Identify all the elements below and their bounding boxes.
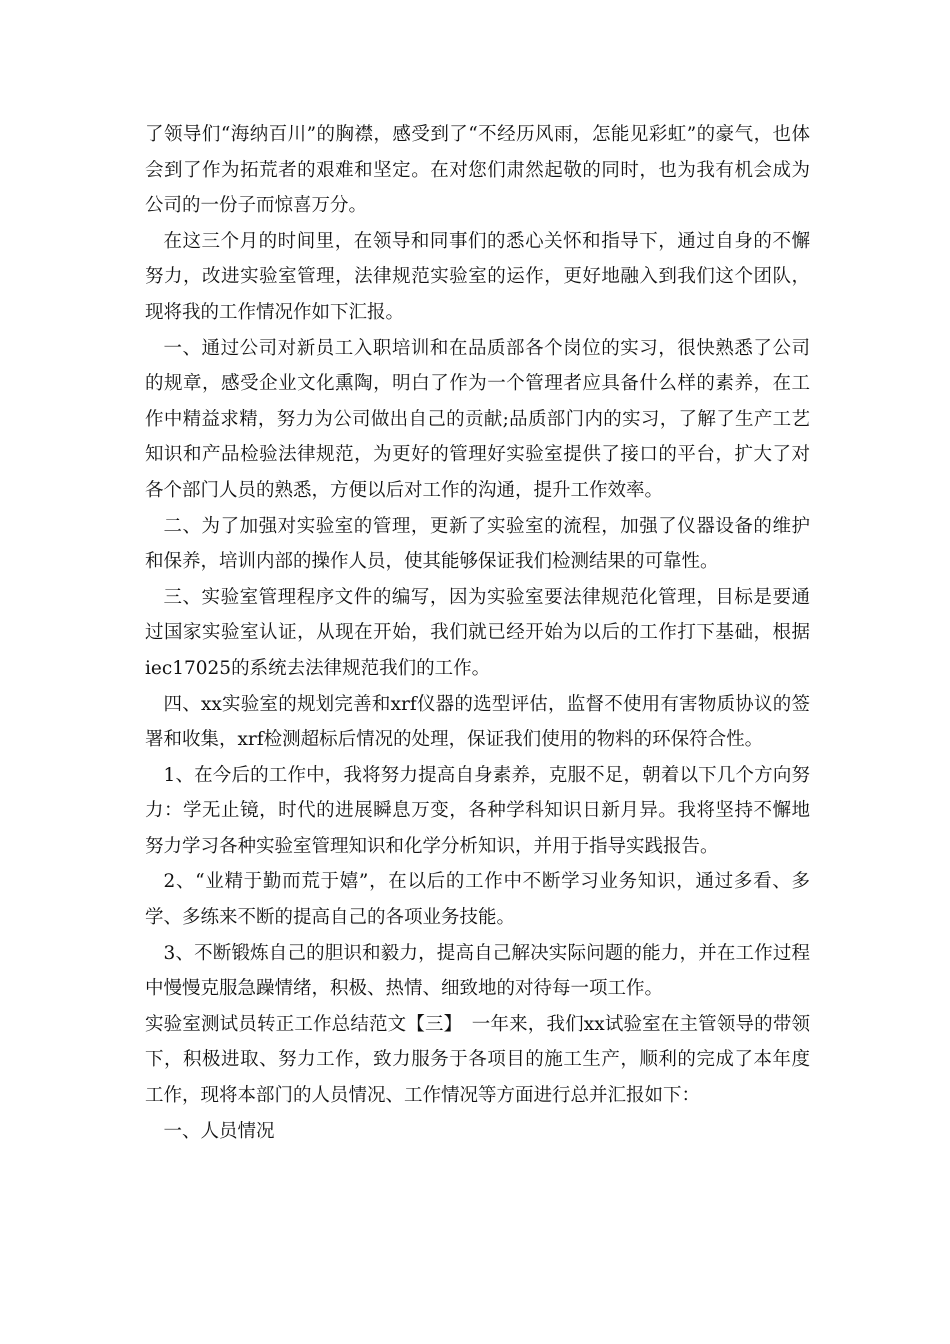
paragraph-3: 一、通过公司对新员工入职培训和在品质部各个岗位的实习，很快熟悉了公司的规章，感受企业文化熏陶，明白了作为一个管理者应具备什么样的素养，在工作中精益求精，努力为公司做出自己的贡献;品质部门内的实习，了解了生产工艺知识和产品检验法律规范，为更好的管理好实验室提供了接口的平台，扩大了对各个部门人员的熟悉，方便以后对工作的沟通，提升工作效率。	[145, 337, 810, 501]
paragraph-11: 一、人员情况	[163, 1120, 275, 1142]
paragraph-4: 二、为了加强对实验室的管理，更新了实验室的流程，加强了仪器设备的维护和保养，培训内部的操作人员，使其能够保证我们检测结果的可靠性。	[145, 515, 810, 573]
paragraph-9: 3、不断锻炼自己的胆识和毅力，提高自己解决实际问题的能力，并在工作过程中慢慢克服急躁情绪，积极、热情、细致地的对待每一项工作。	[145, 942, 810, 1000]
paragraph-1: 了领导们“海纳百川”的胸襟，感受到了“不经历风雨，怎能见彩虹”的豪气，也体会到了作为拓荒者的艰难和坚定。在对您们肃然起敬的同时，也为我有机会成为公司的一份子而惊喜万分。	[145, 124, 810, 217]
paragraph-6: 四、xx实验室的规划完善和xrf仪器的选型评估，监督不使用有害物质协议的签署和收集，xrf检测超标后情况的处理，保证我们使用的物料的环保符合性。	[145, 693, 810, 751]
paragraph-2: 在这三个月的时间里，在领导和同事们的悉心关怀和指导下，通过自身的不懈努力，改进实验室管理，法律规范实验室的运作，更好地融入到我们这个团队，现将我的工作情况作如下汇报。	[145, 230, 810, 323]
document-body	[145, 117, 810, 1149]
paragraph-10: 实验室测试员转正工作总结范文【三】 一年来，我们xx试验室在主管领导的带领下，积极进取、努力工作，致力服务于各项目的施工生产，顺利的完成了本年度工作，现将本部门的人员情况、工作情况等方面进行总并汇报如下：	[145, 1013, 810, 1107]
paragraph-8: 2、“业精于勤而荒于嬉”，在以后的工作中不断学习业务知识，通过多看、多学、多练来不断的提高自己的各项业务技能。	[145, 871, 810, 929]
paragraph-7: 1、在今后的工作中，我将努力提高自身素养，克服不足，朝着以下几个方向努力：学无止镜，时代的进展瞬息万变，各种学科知识日新月异。我将坚持不懈地努力学习各种实验室管理知识和化学分析知识，并用于指导实践报告。	[145, 764, 810, 857]
paragraph-5: 三、实验室管理程序文件的编写，因为实验室要法律规范化管理，目标是要通过国家实验室认证，从现在开始，我们就已经开始为以后的工作打下基础，根据iec17025的系统去法律规范我们的工作。	[145, 586, 810, 679]
